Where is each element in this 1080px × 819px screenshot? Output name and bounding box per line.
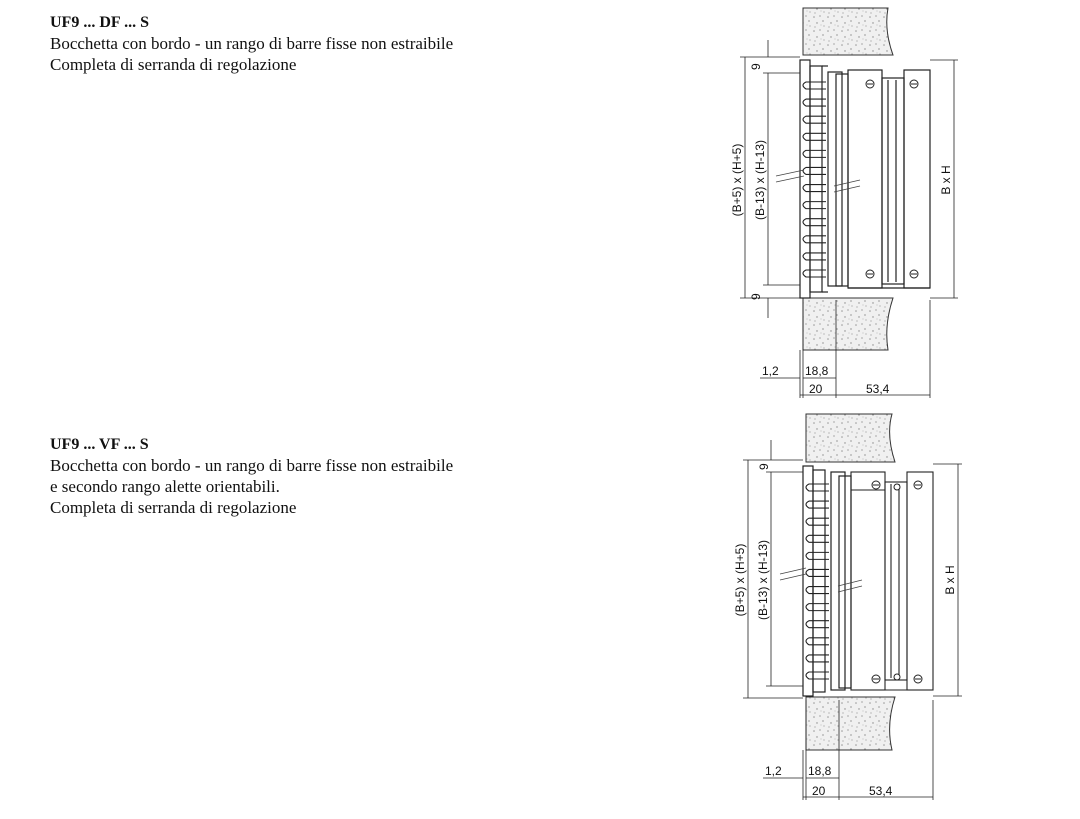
product-2-line-1: Bocchetta con bordo - un rango di barre fisse non estraibile [50,456,454,475]
grille-frame [800,60,848,298]
dim-depth-back: 53,4 [869,784,893,798]
screws [866,80,918,278]
drawing-vf [733,414,962,800]
dim-depth-front: 18,8 [805,364,829,378]
dim-border-top: 9 [749,63,763,70]
damper-assembly [848,70,930,288]
wall-section-top [803,8,893,55]
dim-border-top: 9 [757,463,771,470]
break-marks [780,568,862,592]
dim-overall: B x H [939,165,953,195]
drawing-df [730,8,958,398]
product-1-line-1: Bocchetta con bordo - un rango di barre fisse non estraibile [50,34,454,53]
dim-inner: (B-13) x (H-13) [756,539,770,621]
product-2-code: UF9 ... VF ... S [50,436,149,453]
dim-frame: 20 [812,784,826,798]
dim-depth-front: 18,8 [808,764,832,778]
dim-depth-back: 53,4 [866,382,890,396]
dim-outer: (B+5) x (H+5) [730,143,744,217]
adjustable-blades [851,472,933,690]
product-2-line-3: Completa di serranda di regolazione [50,498,297,517]
dim-flange: 1,2 [762,364,779,378]
product-1-line-2: Completa di serranda di regolazione [50,55,297,74]
dim-outer: (B+5) x (H+5) [733,543,747,617]
product-1-code: UF9 ... DF ... S [50,14,149,31]
product-2-line-2: e secondo rango alette orientabili. [50,477,280,496]
wall-section-top [806,414,895,462]
dim-border-bottom: 9 [749,293,763,300]
wall-section-bottom [803,298,893,350]
dim-overall: B x H [943,565,957,595]
dim-flange: 1,2 [765,764,782,778]
wall-section-bottom [806,697,895,750]
screws [872,481,922,683]
dim-inner: (B-13) x (H-13) [753,139,767,221]
dim-frame: 20 [809,382,823,396]
